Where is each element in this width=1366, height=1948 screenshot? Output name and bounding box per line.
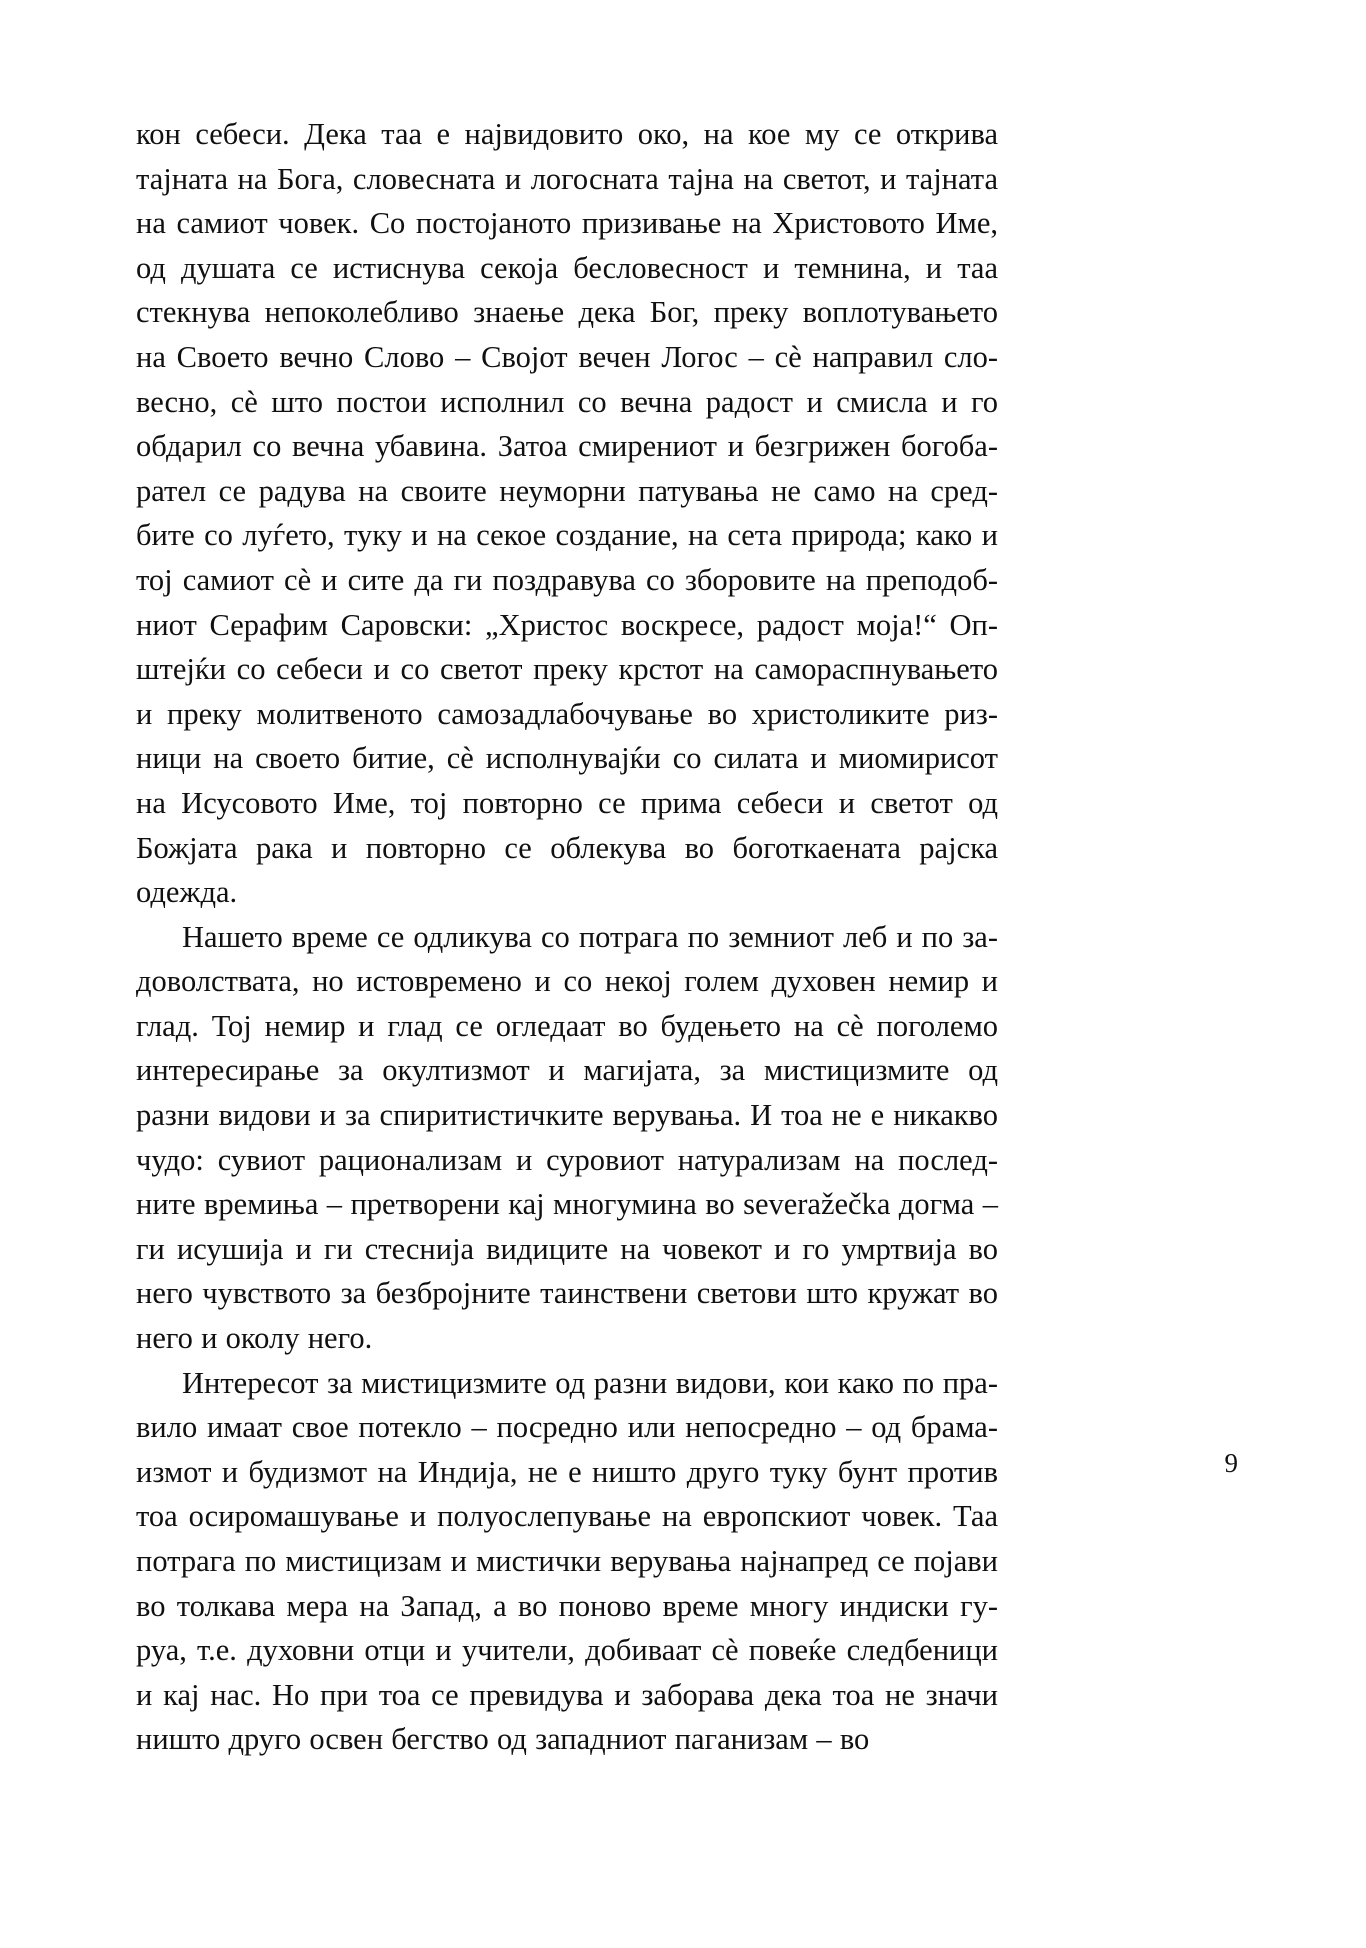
text-line: штејќи со себеси и со светот преку крстот на самораспнувањето [136, 652, 998, 687]
body-text-column [136, 112, 998, 1762]
text-line: Божјата рака и повторно се облекува во боготкаената рајска [136, 830, 998, 865]
text-line: кон себеси. Дека таа е највидовито око, на кое му се открива [136, 117, 998, 151]
text-line: ги исушија и ги стеснија видиците на човекот и го умртвија во [136, 1231, 998, 1266]
text-line: чудо: сувиот рационализам и суровиот натурализам на послед- [136, 1142, 998, 1177]
paragraph-3 [136, 1361, 998, 1762]
text-line: во толкава мера на Запад, а во поново време многу индиски гу- [136, 1588, 998, 1623]
paragraph-2 [136, 915, 998, 1361]
page-number: 9 [1224, 1448, 1238, 1478]
text-line: тајната на Бога, словесната и логосната тајна на светот, и тајната [136, 161, 998, 196]
text-line: интересирање за окултизмот и магијата, за мистицизмите од [136, 1053, 998, 1088]
text-line: на Исусовото Име, тој повторно се прима себеси и светот од [136, 785, 998, 820]
text-line: на Своето вечно Слово – Својот вечен Логос – сѐ направил сло- [136, 339, 998, 374]
text-line: тој самиот сѐ и сите да ги поздравува со зборовите на преподоб- [136, 562, 998, 597]
text-line: ништо друго освен бегство од западниот паганизам – во [136, 1722, 870, 1757]
text-line: обдарил со вечна убавина. Затоа смирениот и безгрижен богоба- [136, 429, 998, 464]
text-line: стекнува непоколебливо знаење дека Бог, преку воплотувањето [136, 295, 998, 330]
text-line: ниот Серафим Саровски: „Христос воскресе, радост моја!“ Оп- [136, 607, 998, 642]
text-line: Интересот за мистицизмите од разни видови, кои како по пра- [182, 1365, 998, 1400]
text-line: тоа осиромашување и полуослепување на европскиот човек. Таа [136, 1499, 998, 1534]
text-line: рател се радува на своите неуморни патувања не само на сред- [136, 473, 998, 508]
text-line: него чувството за безбројните таинствени светови што кружат во [136, 1276, 998, 1311]
text-line: вило имаат свое потекло – посредно или непосредно – од брама- [136, 1410, 998, 1445]
text-line: разни видови и за спиритистичките верувања. И тоа не е никакво [136, 1098, 998, 1133]
text-line: доволствата, но истовремено и со некој голем духовен немир и [136, 964, 998, 999]
text-line: и кај нас. Но при тоа се превидува и заборава дека тоа не значи [136, 1677, 998, 1712]
text-line: руа, т.е. духовни отци и учители, добиваат сѐ повеќе следбеници [136, 1633, 998, 1668]
text-line: ници на своето битие, сѐ исполнувајќи со силата и миомирисот [136, 741, 998, 776]
text-line: Нашето време се одликува со потрага по земниот леб и по за- [182, 919, 998, 954]
text-line: потрага по мистицизам и мистички верувања најнапред се појави [136, 1544, 998, 1578]
text-line: измот и будизмот на Индија, не е ништо друго туку бунт против [136, 1454, 998, 1489]
text-line: весно, сѐ што постои исполнил со вечна радост и смисла и го [136, 384, 998, 419]
text-line: глад. Тој немир и глад се огледаат во будењето на сѐ поголемо [136, 1008, 998, 1043]
text-line: одежда. [136, 875, 238, 910]
text-line: на самиот човек. Со постојаното призивање на Христовото Име, [136, 206, 998, 241]
text-line: него и околу него. [136, 1321, 373, 1356]
text-line: ните времиња – претворени кај многумина во severažečka догма – [136, 1187, 998, 1222]
text-line: бите со луѓето, туку и на секое создание, на сета природа; како и [136, 518, 998, 553]
paragraph-1 [136, 112, 998, 915]
text-line: и преку молитвеното самозадлабочување во христоликите риз- [136, 696, 998, 731]
text-line: од душата се истиснува секоја бесловесност и темнина, и таа [136, 250, 998, 285]
